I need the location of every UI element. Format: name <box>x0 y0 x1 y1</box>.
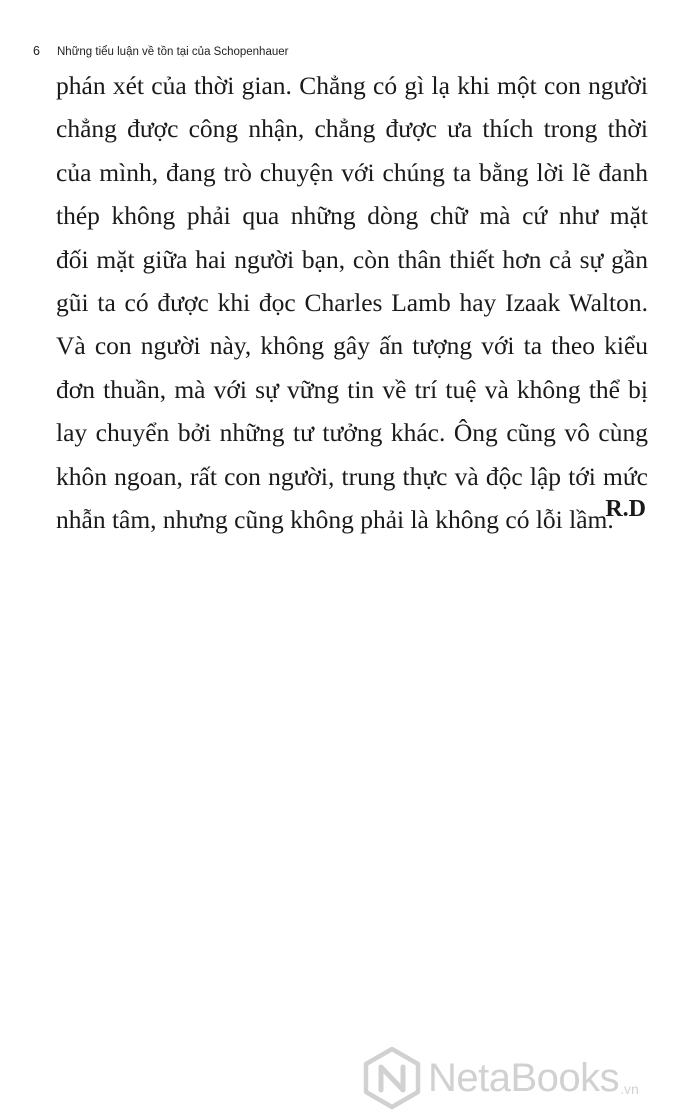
body-paragraph <box>56 64 648 541</box>
text-line: của mình, đang trò chuyện với chúng ta bằng lời lẽ đanh <box>56 157 648 187</box>
hexagon-n-logo-icon <box>362 1046 422 1110</box>
text-line: đơn thuần, mà với sự vững tin về trí tuệ và không thể bị <box>56 374 648 404</box>
text-line: Và con người này, không gây ấn tượng với ta theo kiểu <box>56 331 648 361</box>
watermark <box>362 1045 639 1111</box>
text-line: chẳng được công nhận, chẳng được ưa thích trong thời <box>56 114 648 144</box>
text-line: gũi ta có được khi đọc Charles Lamb hay Izaak Walton. <box>56 287 648 317</box>
text-line: đối mặt giữa hai người bạn, còn thân thiết hơn cả sự gần <box>56 244 648 274</box>
text-line: khôn ngoan, rất con người, trung thực và độc lập tới mức <box>56 461 648 491</box>
text-line: phán xét của thời gian. Chẳng có gì lạ khi một con người <box>56 71 648 100</box>
running-header <box>33 40 288 62</box>
watermark-brand: NetaBooks <box>428 1055 620 1100</box>
running-title: Những tiểu luận về tồn tại của Schopenhauer <box>57 46 289 58</box>
text-line: lay chuyển bởi những tư tưởng khác. Ông cũng vô cùng <box>56 418 648 448</box>
watermark-suffix: .vn <box>620 1081 639 1097</box>
page-number: 6 <box>33 44 40 58</box>
author-signature: R.D <box>605 496 646 522</box>
text-line: thép không phải qua những dòng chữ mà cứ như mặt <box>56 201 648 231</box>
text-line: nhẫn tâm, nhưng cũng không phải là không có lỗi lầm. <box>56 504 614 534</box>
